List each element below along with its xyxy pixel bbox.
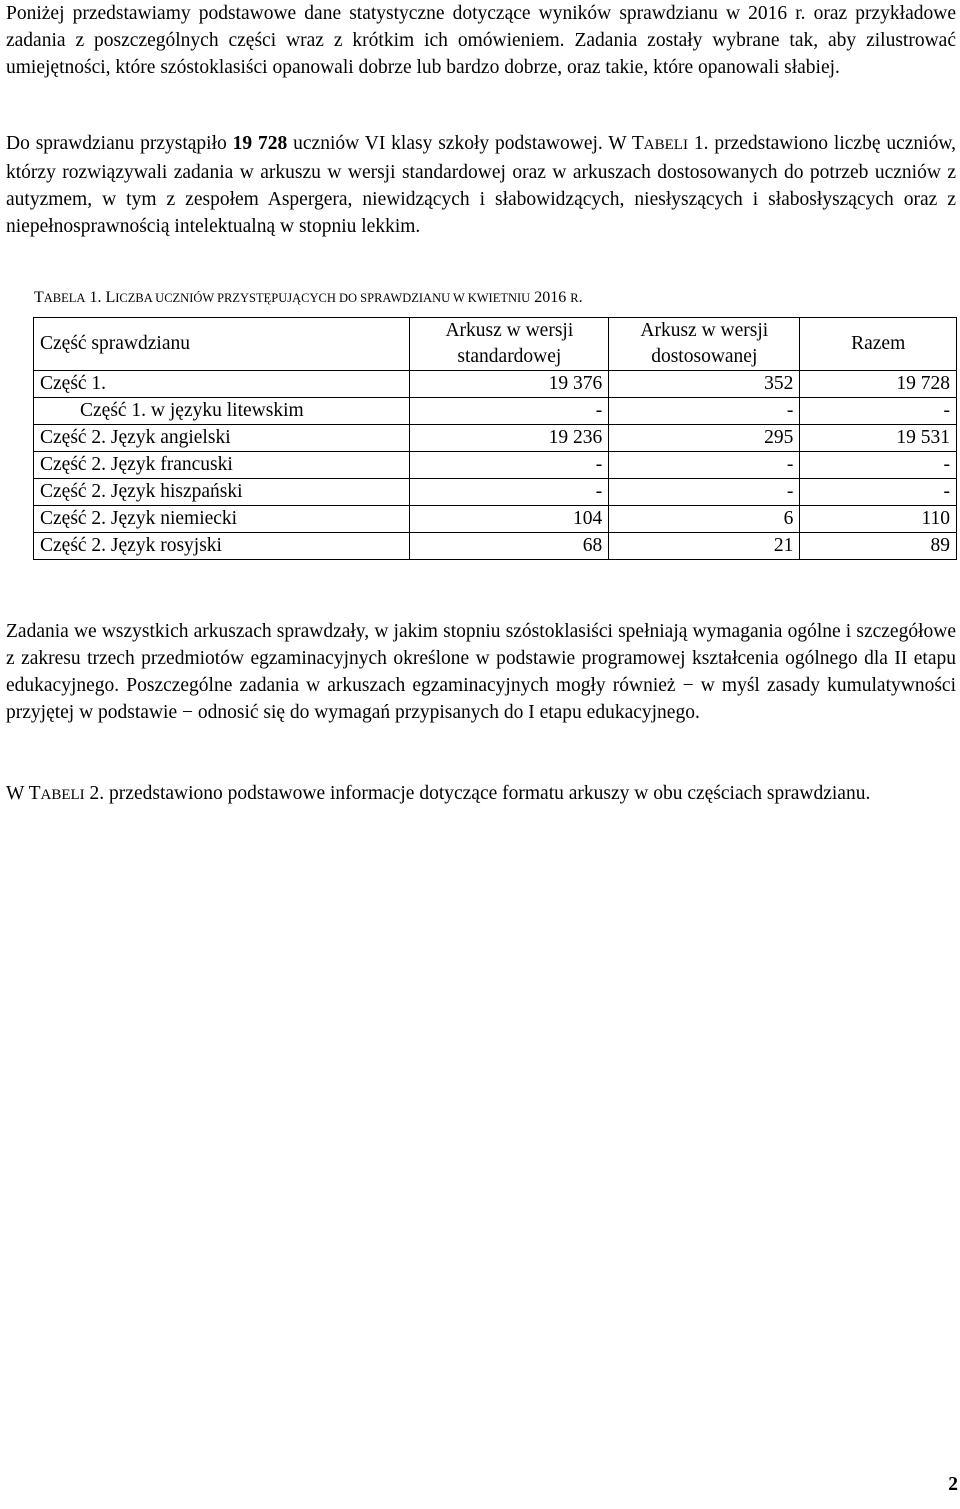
participation-text-before: Do sprawdzianu przystąpiło (6, 133, 233, 154)
table-row (34, 425, 957, 452)
cell-standard: - (410, 452, 609, 479)
participant-count: 19 728 (232, 133, 288, 154)
table-ref-small: ABELI (643, 137, 688, 153)
participation-paragraph (6, 130, 956, 240)
note-t-initial: T (28, 783, 41, 804)
note-t-small: ABELI (40, 787, 85, 803)
cell-standard: - (410, 479, 609, 506)
header-standard: Arkusz w wersji standardowej (410, 318, 609, 371)
row-label: Część 1. (34, 371, 410, 398)
note-lead: W (6, 783, 29, 804)
header-adapted: Arkusz w wersji dostosowanej (609, 318, 800, 371)
cell-total: 19 531 (800, 425, 957, 452)
cell-adapted: - (609, 452, 800, 479)
intro-paragraph: Poniżej przedstawiamy podstawowe dane statystyczne dotyczące wyników sprawdzianu w 2016 r. oraz przykładowe zadania z poszczególnych części wraz z krótkim ich omówieniem. Zadania zostały wybrane tak, aby zilustrować umiejętności, które szóstoklasiści opanowali dobrze lub bardzo dobrze, oraz takie, które opanowali słabiej. (6, 3, 956, 78)
table-row (34, 371, 957, 398)
cell-standard: 19 376 (410, 371, 609, 398)
cell-adapted: - (609, 479, 800, 506)
table-header-row (34, 318, 957, 371)
caption-dot: . (578, 289, 583, 306)
cell-adapted: 295 (609, 425, 800, 452)
caption-l-initial: L (105, 289, 116, 306)
table-ref-num: 1. (687, 133, 709, 154)
note-rest: 2. przedstawiono podstawowe informacje dotyczące formatu arkuszy w obu częściach sprawdzianu. (84, 783, 871, 804)
row-label: Część 2. Język rosyjski (34, 533, 410, 560)
caption-t-small: ABELA (43, 291, 86, 305)
caption-num: 1. (85, 289, 106, 306)
table-row (34, 452, 957, 479)
cell-total: 89 (800, 533, 957, 560)
table-caption (34, 288, 934, 308)
cell-total: - (800, 452, 957, 479)
cell-standard: - (410, 398, 609, 425)
table-row (34, 506, 957, 533)
table2-note-paragraph (6, 780, 956, 809)
cell-adapted: 6 (609, 506, 800, 533)
table-row (34, 533, 957, 560)
caption-year: 2016 (530, 289, 571, 306)
cell-adapted: 352 (609, 371, 800, 398)
cell-adapted: - (609, 398, 800, 425)
participation-text-rest: przedstawiono liczbę uczniów, którzy rozwiązywali zadania w arkuszu w wersji standardowej oraz w arkuszach dostosowanych do potrzeb uczniów z autyzmem, w tym z zespołem Aspergera, niewidzących i słabowidzących, niesłyszących i słabosłyszących oraz z niepełnosprawnością intelektualną w stopniu lekkim. (6, 133, 957, 237)
row-label: Część 1. w języku litewskim (34, 398, 410, 425)
row-label: Część 2. Język niemiecki (34, 506, 410, 533)
table-ref-initial: T (631, 133, 644, 154)
header-total: Razem (800, 318, 957, 371)
row-label: Część 2. Język angielski (34, 425, 410, 452)
caption-t-initial: T (34, 289, 44, 306)
header-part: Część sprawdzianu (34, 318, 410, 371)
cell-total: 110 (800, 506, 957, 533)
cell-total: 19 728 (800, 371, 957, 398)
cell-total: - (800, 398, 957, 425)
table-row (34, 398, 957, 425)
participation-text-after: uczniów VI klasy szkoły podstawowej. W (287, 133, 632, 154)
cell-standard: 68 (410, 533, 609, 560)
participants-table (33, 317, 957, 560)
page-number: 2 (948, 1474, 958, 1495)
cell-adapted: 21 (609, 533, 800, 560)
caption-l-small: ICZBA UCZNIÓW PRZYSTĘPUJĄCYCH DO SPRAWDZIANU W KWIETNIU (115, 291, 531, 305)
cell-standard: 19 236 (410, 425, 609, 452)
cell-total: - (800, 479, 957, 506)
row-label: Część 2. Język hiszpański (34, 479, 410, 506)
row-label: Część 2. Język francuski (34, 452, 410, 479)
table-row (34, 479, 957, 506)
requirements-paragraph: Zadania we wszystkich arkuszach sprawdzały, w jakim stopniu szóstoklasiści spełniają wymagania ogólne i szczegółowe z zakresu trzech przedmiotów egzaminacyjnych określone w podstawie programowej kształcenia ogólnego dla II etapu edukacyjnego. Poszczególne zadania w arkuszach egzaminacyjnych mogły również − w myśl zasady kumulatywności przyjętej w podstawie − odnosić się do wymagań przypisanych do I etapu edukacyjnego. (6, 621, 956, 723)
caption-r-small: R (570, 291, 579, 305)
cell-standard: 104 (410, 506, 609, 533)
